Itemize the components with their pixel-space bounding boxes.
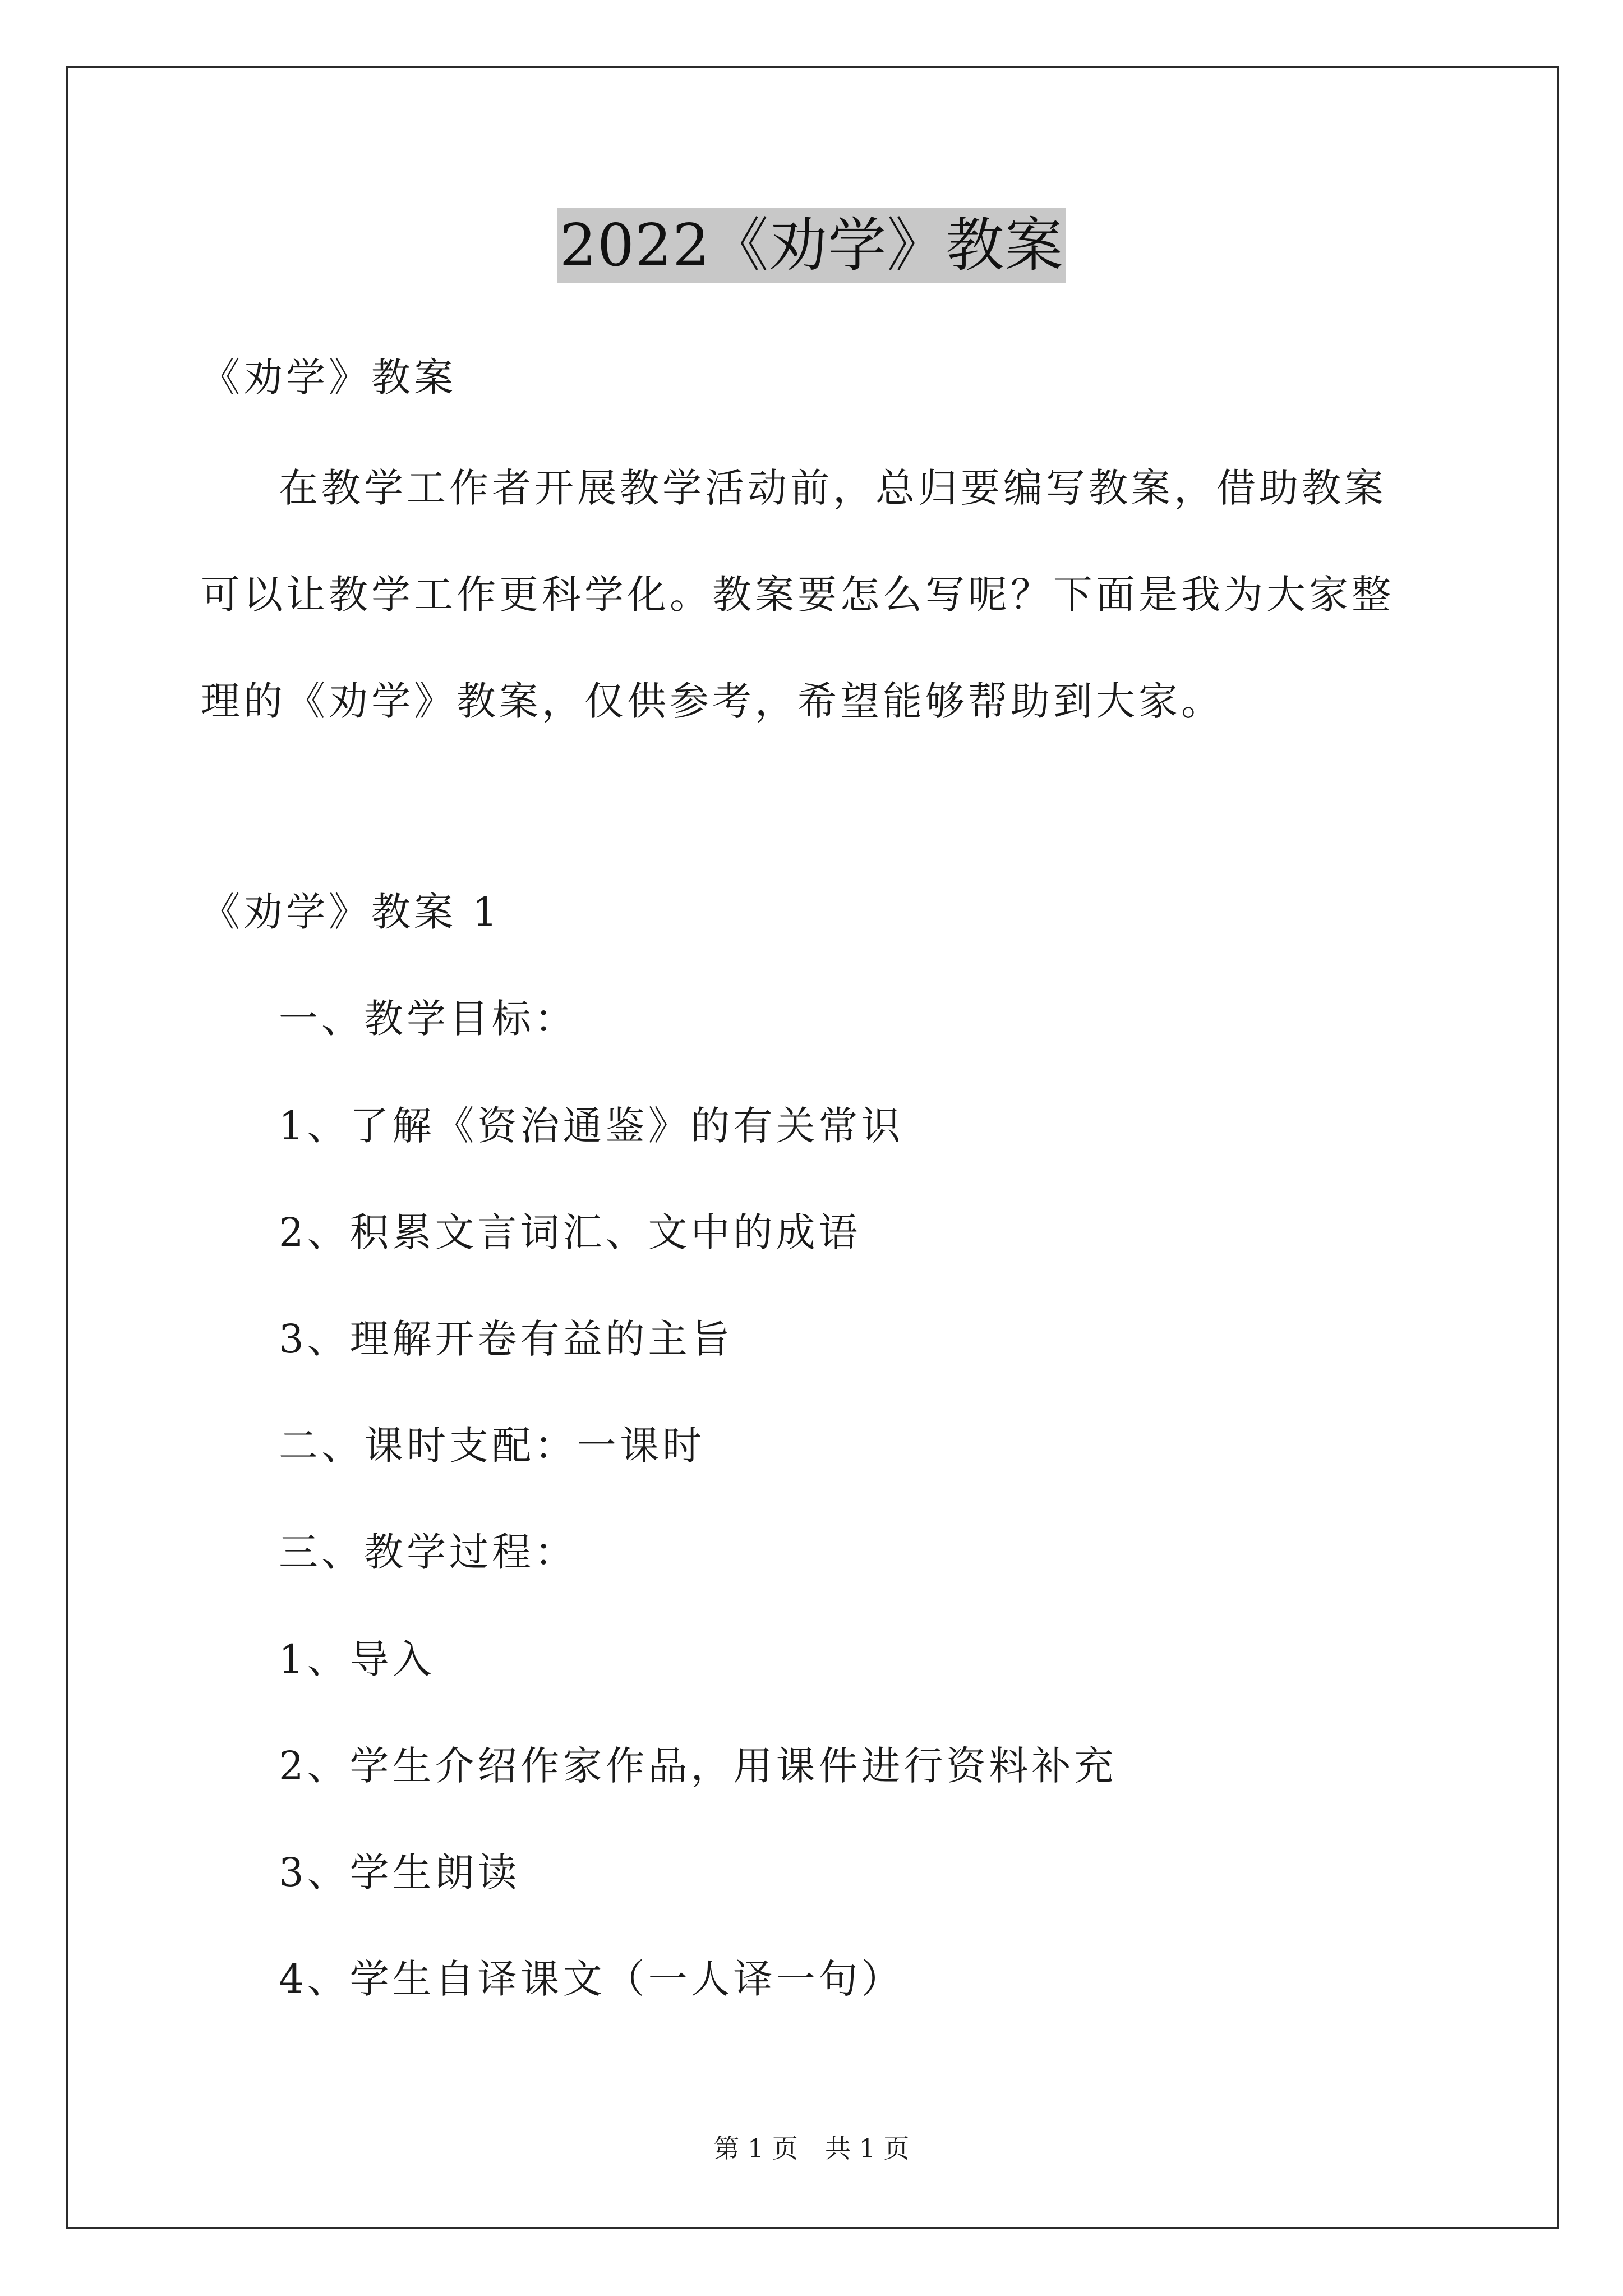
list-item: 2、积累文言词汇、文中的成语 <box>279 1209 861 1255</box>
list-item: 2、学生介绍作家作品，用课件进行资料补充 <box>279 1743 1117 1789</box>
document-subtitle: 《劝学》教案 <box>201 355 457 401</box>
list-item: 3、理解开卷有益的主旨 <box>279 1316 734 1362</box>
list-item: 1、了解《资治通鉴》的有关常识 <box>279 1103 904 1149</box>
page-number-total: 共 1 页 <box>825 2133 910 2164</box>
page-number-current: 第 1 页 <box>713 2133 798 2164</box>
intro-paragraph: 在教学工作者开展教学活动前，总归要编写教案，借助教案可以让教学工作更科学化。教案要怎么写呢？下面是我为大家整理的《劝学》教案，仅供参考，希望能够帮助到大家。 <box>201 465 1394 724</box>
list-item: 二、课时支配：一课时 <box>279 1423 705 1469</box>
title-wrap <box>0 208 1623 283</box>
list-item: 1、导入 <box>279 1636 435 1682</box>
section-heading: 《劝学》教案 1 <box>201 889 501 935</box>
list-item: 三、教学过程： <box>279 1529 577 1575</box>
page-footer <box>0 2132 1623 2165</box>
list-item: 4、学生自译课文（一人译一句） <box>279 1956 904 2002</box>
list-item: 一、教学目标： <box>279 996 577 1042</box>
list-item: 3、学生朗读 <box>279 1849 520 1895</box>
document-title: 2022《劝学》教案 <box>557 208 1066 283</box>
